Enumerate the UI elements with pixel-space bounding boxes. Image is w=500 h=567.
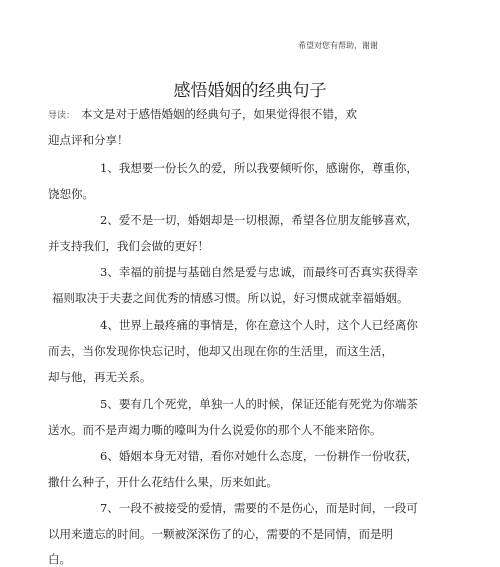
text-line: 以用来遗忘的时间。一颗被深深伤了的心，需要的不是同情，而是明 [48, 527, 393, 541]
text-line: 却与他，再无关系。 [48, 370, 152, 384]
intro-label: 导读： [48, 111, 76, 121]
text-line: 迎点评和分享！ [48, 133, 129, 147]
page-header-note: 希望对您有帮助，谢谢 [298, 41, 378, 50]
text-line: 饶恕你。 [48, 187, 94, 201]
text-line: 5、要有几个死党，单独一人的时候，保证还能有死党为你端茶 [100, 397, 418, 411]
text-line: 1、我想要一份长久的爱，所以我要倾听你，感谢你，尊重你， [100, 161, 418, 175]
intro-line [48, 106, 357, 124]
text-line: 撒什么种子，开什么花结什么果，历来如此。 [48, 475, 278, 489]
text-line: 3、幸福的前提与基础自然是爱与忠诚，而最终可否真实获得幸 [100, 265, 418, 279]
text-line: 福则取决于夫妻之间优秀的情感习惯。所以说，好习惯成就幸福婚姻。 [52, 291, 409, 305]
text-line: 本文是对于感悟婚姻的经典句子，如果觉得很不错，欢 [81, 107, 358, 121]
document-title: 感悟婚姻的经典句子 [173, 81, 327, 101]
text-line: 而去，当你发现你快忘记时，他却又出现在你的生活里，而这生活， [48, 344, 393, 358]
text-line: 4、世界上最疼痛的事情是，你在意这个人时，这个人已经离你 [100, 318, 418, 332]
text-line: 送水。而不是声竭力嘶的嚎叫为什么说爱你的那个人不能来陪你。 [48, 423, 382, 437]
text-line: 2、爱不是一切，婚姻却是一切根源，希望各位朋友能够喜欢， [100, 213, 418, 227]
text-line: 白。 [48, 552, 71, 566]
text-line: 并支持我们，我们会做的更好！ [48, 239, 209, 253]
text-line: 6、婚姻本身无对错，看你对她什么态度，一份耕作一份收获， [100, 449, 418, 463]
text-line: 7、一段不被接受的爱情，需要的不是伤心，而是时间，一段可 [100, 501, 418, 515]
